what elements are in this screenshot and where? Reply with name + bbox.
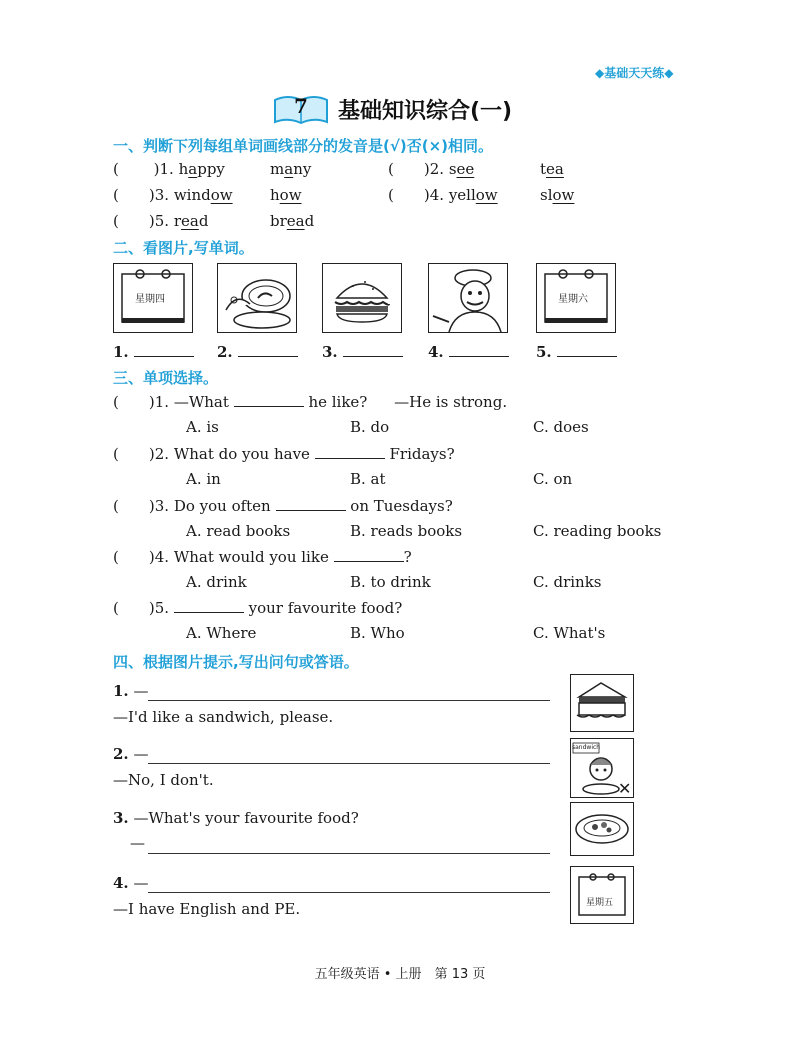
mc-question-5: ( )5. your favourite food? (113, 599, 403, 617)
answer-line[interactable] (148, 853, 550, 854)
s4-item-1-reply: —I'd like a sandwich, please. (113, 708, 334, 726)
answer-line[interactable] (148, 700, 550, 701)
s1-item-4-word2: slow (540, 186, 575, 204)
lesson-number: 7 (294, 94, 308, 118)
option-c[interactable]: C. reading books (533, 522, 662, 540)
picture-calendar-saturday (536, 263, 616, 333)
section1-title: 一、判断下列每组单词画线部分的发音是(√)否(×)相同。 (113, 137, 493, 155)
option-c[interactable]: C. What's (533, 624, 606, 642)
mc-question-4: ( )4. What would you like ? (113, 548, 412, 566)
s1-item-1-word2: many (270, 160, 312, 178)
question-blank[interactable] (334, 547, 404, 562)
s1-item-2: ( )2. see (388, 160, 475, 178)
answer-blank[interactable] (557, 342, 617, 357)
page-footer: 五年级英语 • 上册 第 13 页 (314, 967, 486, 982)
answer-5: 5. (536, 342, 617, 361)
question-blank[interactable] (315, 444, 385, 459)
s4-item-3-reply: — (130, 834, 145, 852)
option-a[interactable]: A. drink (186, 573, 247, 591)
lesson-badge (272, 92, 330, 130)
s4-item-4-reply: —I have English and PE. (113, 900, 301, 918)
option-c[interactable]: C. on (533, 470, 573, 488)
picture-sandwich (570, 674, 634, 732)
section2-title: 二、看图片,写单词。 (113, 239, 254, 257)
answer-1: 1. (113, 342, 194, 361)
sandwich-note: sandwich (572, 744, 601, 751)
hamburger-icon (323, 264, 401, 332)
option-b[interactable]: B. reads books (350, 522, 463, 540)
item-num: )1. (153, 160, 174, 178)
question-blank[interactable] (174, 598, 244, 613)
answer-2: 2. (217, 342, 298, 361)
soup-bowl-icon (218, 264, 296, 332)
option-b[interactable]: B. to drink (350, 573, 431, 591)
s1-item-4: ( )4. yellow (388, 186, 498, 204)
calendar-label: 星期六 (558, 294, 588, 305)
option-a[interactable]: A. read books (186, 522, 291, 540)
option-b[interactable]: B. at (350, 470, 386, 488)
option-c[interactable]: C. drinks (533, 573, 602, 591)
s1-item-5-word2: bread (270, 212, 315, 230)
picture-chef (428, 263, 508, 333)
answer-3: 3. (322, 342, 403, 361)
option-a[interactable]: A. in (186, 470, 221, 488)
s1-item-3: ( )3. window (113, 186, 233, 204)
section3-title: 三、单项选择。 (113, 369, 219, 387)
answer-blank[interactable] (449, 342, 509, 357)
mc-question-3: ( )3. Do you often on Tuesdays? (113, 497, 453, 515)
picture-soup (217, 263, 297, 333)
sandwich-icon (571, 675, 633, 731)
picture-calendar-friday (570, 866, 634, 924)
picture-girl-sandwich (570, 738, 634, 798)
option-c[interactable]: C. does (533, 418, 589, 436)
option-a[interactable]: A. Where (186, 624, 257, 642)
s4-item-1: 1. — (113, 682, 149, 700)
s4-item-2: 2. — (113, 745, 149, 763)
answer-line[interactable] (148, 892, 550, 893)
food-plate-icon (571, 803, 633, 855)
question-blank[interactable] (234, 392, 304, 407)
s1-item-1: ( )1. happy (113, 160, 225, 178)
answer-4: 4. (428, 342, 509, 361)
section4-title: 四、根据图片提示,写出问句或答语。 (113, 653, 359, 671)
cross-icon: ✕ (618, 779, 632, 798)
answer-blank[interactable] (134, 342, 194, 357)
s1-item-3-word2: how (270, 186, 302, 204)
s1-item-2-word2: tea (540, 160, 564, 178)
picture-plate-food (570, 802, 634, 856)
mc-question-1: ( )1. —What he like? —He is strong. (113, 393, 508, 411)
s4-item-4: 4. — (113, 874, 149, 892)
page-title: 基础知识综合(一) (338, 99, 513, 124)
answer-blank[interactable] (343, 342, 403, 357)
s1-item-5: ( )5. read (113, 212, 209, 230)
calendar-label: 星期四 (135, 294, 165, 305)
option-b[interactable]: B. Who (350, 624, 405, 642)
s4-item-2-reply: —No, I don't. (113, 771, 214, 789)
paren: ( (113, 160, 119, 178)
calendar-label: 星期五 (586, 898, 614, 908)
series-tag: ◆基础天天练◆ (595, 66, 674, 80)
option-b[interactable]: B. do (350, 418, 390, 436)
chef-icon (429, 264, 507, 332)
option-a[interactable]: A. is (186, 418, 219, 436)
answer-blank[interactable] (238, 342, 298, 357)
answer-line[interactable] (148, 763, 550, 764)
mc-question-2: ( )2. What do you have Fridays? (113, 445, 455, 463)
picture-hamburger (322, 263, 402, 333)
question-blank[interactable] (276, 496, 346, 511)
picture-calendar-thursday (113, 263, 193, 333)
s4-item-3: 3. —What's your favourite food? (113, 809, 359, 827)
